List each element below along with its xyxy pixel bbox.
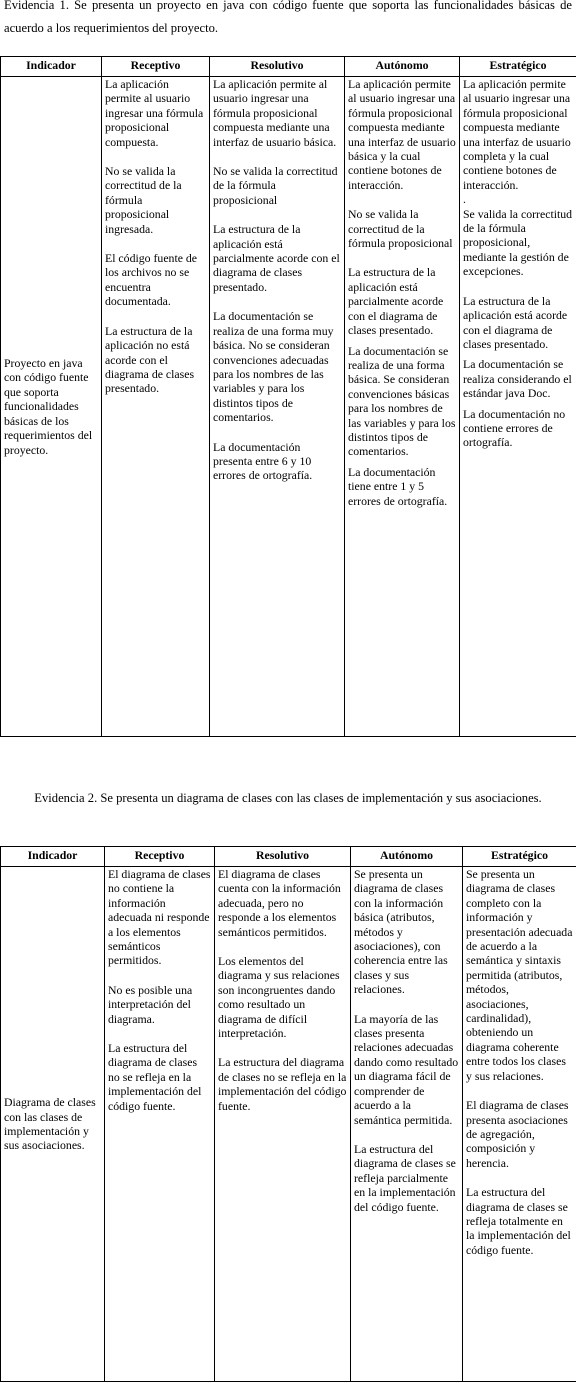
criterion-text: La documentación se realiza de una forma muy básica. No se consideran convenciones adecuadas para los nombres de las variables y para los distintos tipos de comentarios.: [213, 309, 334, 425]
header-estrategico: Estratégico: [463, 847, 576, 867]
criterion-text: .: [463, 192, 466, 207]
header-resolutivo: Resolutivo: [215, 847, 351, 867]
criterion-text: Se valida la correctitud de la fórmula proposicional, mediante la gestión de excepciones.: [463, 206, 573, 279]
criterion-text: No se valida la correctitud de la fórmula proposicional: [348, 207, 453, 251]
header-indicador: Indicador: [1, 57, 102, 77]
criterion-text: La documentación presenta entre 6 y 10 errores de ortografía.: [213, 439, 313, 483]
header-indicador: Indicador: [1, 847, 105, 867]
criterion-text: La estructura del diagrama de clases se refleja totalmente en la implementación del código fuente.: [466, 1185, 571, 1257]
receptivo-cell: [102, 77, 210, 737]
resolutivo-cell: [215, 867, 351, 1382]
indicador-cell: Diagrama de clases con las clases de implementación y sus asociaciones.: [1, 867, 105, 1382]
criterion-text: La estructura del diagrama de clases no se refleja en la implementación del código fuente.: [218, 1055, 347, 1113]
criterion-text: La documentación no contiene errores de ortografía.: [463, 406, 566, 450]
table-header-row: [1, 57, 576, 77]
criterion-text: La aplicación permite al usuario ingresar una fórmula proposicional compuesta.: [105, 77, 204, 149]
criterion-text: No es posible una interpretación del diagrama.: [108, 982, 193, 1026]
criterion-text: El código fuente de los archivos no se encuentra documentada.: [105, 251, 198, 309]
criterion-text: La aplicación permite al usuario ingresar una fórmula proposicional compuesta mediante una interfaz de usuario básica y la cual contiene botones de interacción.: [348, 77, 456, 192]
criterion-text: Los elementos del diagrama y sus relaciones son incongruentes dando como resultado un diagrama de difícil interpretación.: [218, 954, 340, 1041]
autonomo-cell: [351, 867, 463, 1382]
header-autonomo: Autónomo: [345, 57, 460, 77]
criterion-text: El diagrama de clases presenta asociaciones de agregación, composición y herencia.: [466, 1098, 569, 1170]
table-header-row: [1, 847, 576, 867]
criterion-text: La documentación se realiza considerando el estándar java Doc.: [463, 357, 572, 401]
criterion-text: La aplicación permite al usuario ingresar una fórmula proposicional compuesta mediante una interfaz de usuario completa y la cual contiene botones de interacción.: [463, 77, 571, 192]
criterion-text: La estructura del diagrama de clases se refleja parcialmente en la implementación del código fuente.: [354, 1141, 456, 1214]
criterion-text: No se valida la correctitud de la fórmula proposicional: [213, 164, 338, 207]
criterion-text: La estructura de la aplicación está acorde con el diagrama de clases presentado.: [463, 293, 568, 351]
estrategico-cell: [463, 867, 576, 1382]
header-autonomo: Autónomo: [351, 847, 463, 867]
estrategico-cell: [460, 77, 576, 737]
header-receptivo: Receptivo: [105, 847, 215, 867]
criterion-text: La documentación tiene entre 1 y 5 errores de ortografía.: [348, 464, 448, 508]
resolutivo-cell: [210, 77, 345, 737]
criterion-text: Se presenta un diagrama de clases completo con la información y presentación adecuada de acuerdo a la semántica y sintaxis permitida (atributos, métodos, asociaciones, cardinalidad), obteniendo un diagrama coherente entre todos los clases y sus relaciones.: [466, 867, 573, 1083]
receptivo-cell: [105, 867, 215, 1382]
criterion-text: El diagrama de clases cuenta con la información adecuada, pero no responde a los elementos semánticos permitidos.: [218, 867, 341, 939]
criterion-text: Se presenta un diagrama de clases con la información básica (atributos, métodos y asociaciones), con coherencia entre las clases y sus relaciones.: [354, 867, 448, 997]
criterion-text: La estructura de la aplicación no está acorde con el diagrama de clases presentado.: [105, 323, 195, 396]
criterion-text: El diagrama de clases no contiene la información adecuada ni responde a los elementos semánticos permitidos.: [108, 867, 211, 968]
criterion-text: La documentación se realiza de una forma básica. Se consideran convenciones básicas para los nombres de las variables y para los distintos tipos de comentarios.: [348, 343, 456, 459]
criterion-text: No se valida la correctitud de la fórmula proposicional ingresada.: [105, 164, 182, 236]
indicador-cell: Proyecto en java con código fuente que soporta funcionalidades básicas de los requerimientos del proyecto.: [1, 77, 102, 737]
evidencia-1-rubric-table: [0, 56, 576, 737]
criterion-text: La mayoría de las clases presenta relaciones adecuadas dando como resultado un diagrama fácil de comprender de acuerdo a la semántica permitida.: [354, 1011, 459, 1127]
header-receptivo: Receptivo: [102, 57, 210, 77]
criterion-text: La estructura del diagrama de clases no se refleja en la implementación del código fuente.: [108, 1041, 202, 1113]
table-row: [1, 867, 576, 1382]
criterion-text: La estructura de la aplicación está parcialmente acorde con el diagrama de clases presentado.: [213, 222, 340, 294]
criterion-text: La estructura de la aplicación está parcialmente acorde con el diagrama de clases presentado.: [348, 265, 444, 338]
header-resolutivo: Resolutivo: [210, 57, 345, 77]
evidencia-2-rubric-table: [0, 846, 576, 1382]
autonomo-cell: [345, 77, 460, 737]
evidencia-2-heading: Evidencia 2. Se presenta un diagrama de clases con las clases de implementación y sus asociaciones.: [34, 791, 542, 805]
header-estrategico: Estratégico: [460, 57, 576, 77]
table-row: [1, 77, 576, 737]
evidencia-1-heading: Evidencia 1. Se presenta un proyecto en java con código fuente que soporta las funcionalidades básicas de acuerdo a los requerimientos del proyecto.: [4, 0, 572, 35]
criterion-text: La aplicación permite al usuario ingresar una fórmula proposicional compuesta mediante una interfaz de usuario básica.: [213, 77, 337, 149]
